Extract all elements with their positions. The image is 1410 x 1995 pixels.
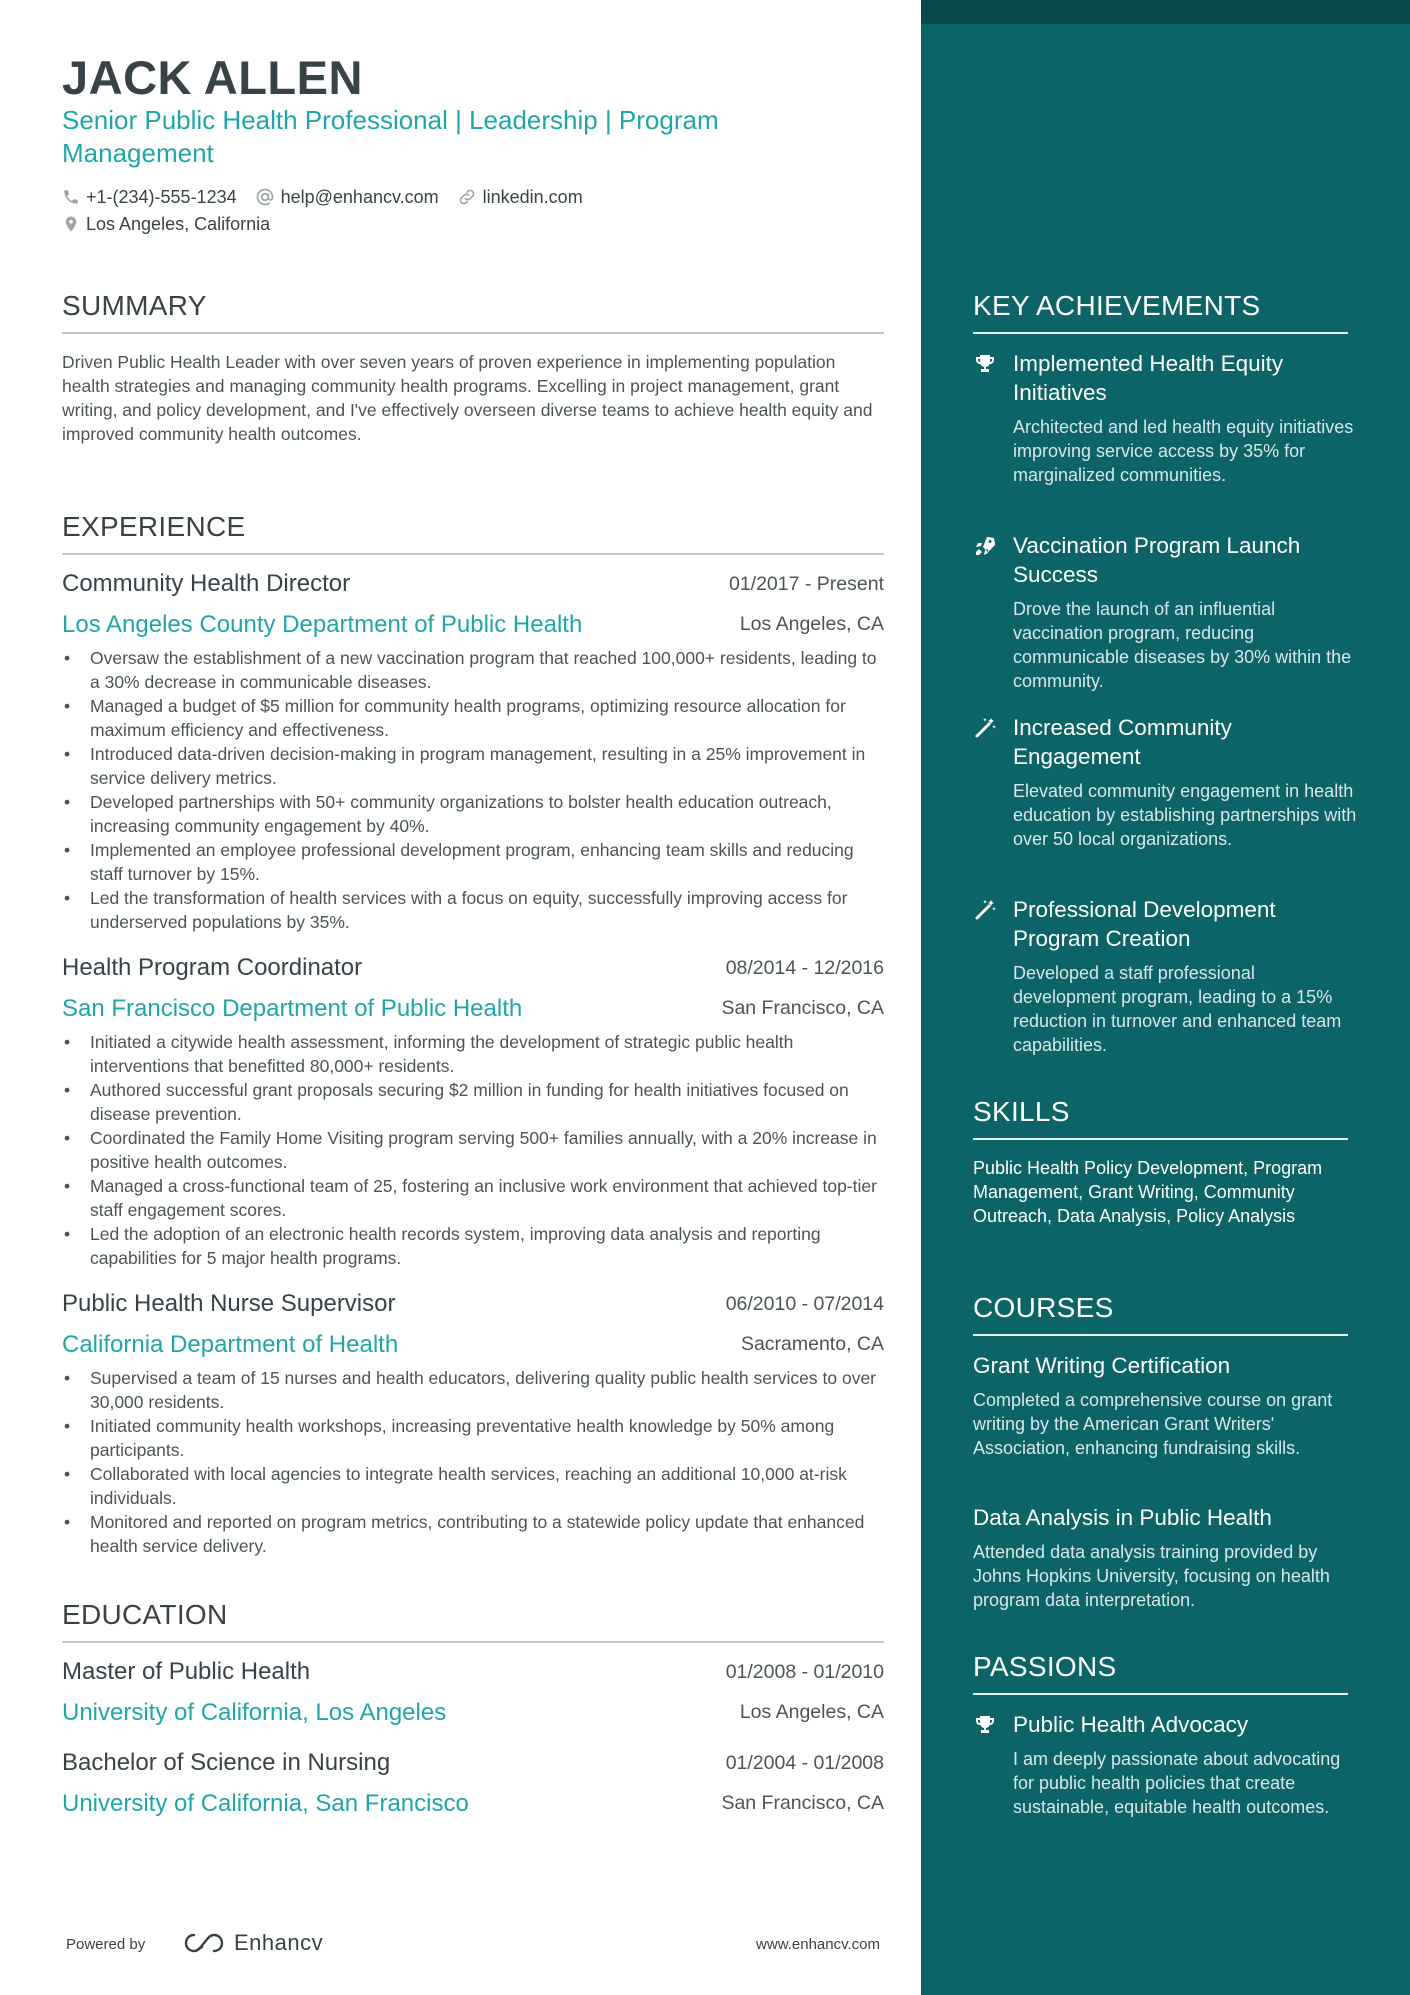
summary-text: Driven Public Health Leader with over seven years of proven experience in implementing population health strategies and managing community health programs. Excelling in project management, grant writing, and policy development, and I've effectively overseen diverse teams to achieve health equity and improved community health outcomes. xyxy=(62,352,873,444)
contact-linkedin[interactable] xyxy=(457,187,583,208)
job-title: Community Health Director xyxy=(62,570,351,597)
candidate-name: JACK ALLEN xyxy=(62,51,363,104)
contact-row-location xyxy=(62,212,288,236)
at-icon xyxy=(255,187,275,207)
course-description: Attended data analysis training provided by Johns Hopkins University, focusing on health program data interpretation. xyxy=(973,1542,1330,1610)
rocket-icon xyxy=(973,534,997,558)
trophy-icon xyxy=(973,352,997,376)
achievement-description: Drove the launch of an influential vaccination program, reducing communicable diseases by 30% within the community. xyxy=(1013,599,1352,691)
job-bullets xyxy=(62,646,884,934)
list-item: • Managed a budget of $5 million for community health programs, optimizing resource allocation for maximum efficiency and effectiveness. xyxy=(62,694,884,742)
list-item: • Initiated a citywide health assessment, informing the development of strategic public health interventions that benefitted 80,000+ residents. xyxy=(62,1030,884,1078)
list-item: • Implemented an employee professional development program, enhancing team skills and reducing staff turnover by 15%. xyxy=(62,838,884,886)
trophy-icon xyxy=(973,1713,997,1737)
enhancv-logo[interactable] xyxy=(182,1930,323,1956)
phone-icon xyxy=(62,188,80,206)
education-degree: Master of Public Health xyxy=(62,1658,311,1685)
education-school: University of California, Los Angeles xyxy=(62,1699,447,1726)
achievement-description: Developed a staff professional development program, leading to a 15% reduction in turnover and enhanced team capabilities. xyxy=(1013,963,1342,1055)
job-bullets xyxy=(62,1030,884,1270)
education-heading: EDUCATION xyxy=(62,1599,884,1643)
education-location: Los Angeles, CA xyxy=(739,1701,884,1723)
achievement-title: Vaccination Program Launch Success xyxy=(1013,533,1301,587)
magic-wand-icon xyxy=(973,898,997,922)
courses-heading: COURSES xyxy=(973,1292,1348,1336)
email-text[interactable]: help@enhancv.com xyxy=(280,186,439,207)
list-item: • Introduced data-driven decision-making in program management, resulting in a 25% improvement in service delivery metrics. xyxy=(62,742,884,790)
list-item: • Collaborated with local agencies to integrate health services, reaching an additional 10,000 at-risk individuals. xyxy=(62,1462,884,1510)
job-organization: Los Angeles County Department of Public Health xyxy=(62,611,583,638)
job-location: Los Angeles, CA xyxy=(739,613,884,635)
list-item: • Authored successful grant proposals securing $2 million in funding for health initiatives focused on disease prevention. xyxy=(62,1078,884,1126)
job-location: Sacramento, CA xyxy=(740,1333,884,1355)
achievement-title: Increased Community Engagement xyxy=(1013,715,1232,769)
list-item: • Monitored and reported on program metrics, contributing to a statewide policy update that enhanced health service delivery. xyxy=(62,1510,884,1558)
powered-by-label: Powered by xyxy=(66,1936,146,1953)
list-item: • Initiated community health workshops, increasing preventative health knowledge by 50% among participants. xyxy=(62,1414,884,1462)
contact-email[interactable] xyxy=(255,187,439,208)
candidate-headline: Senior Public Health Professional | Leadership | Program Management xyxy=(62,105,719,168)
list-item: • Supervised a team of 15 nurses and health educators, delivering quality public health services to over 30,000 residents. xyxy=(62,1366,884,1414)
list-item: • Developed partnerships with 50+ community organizations to bolster health education outreach, increasing community engagement by 40%. xyxy=(62,790,884,838)
skills-heading: SKILLS xyxy=(973,1096,1348,1140)
contact-location xyxy=(62,214,270,235)
enhancv-logo-icon xyxy=(182,1930,228,1956)
enhancv-brand: Enhancv xyxy=(234,1930,324,1955)
phone-text: +1-(234)-555-1234 xyxy=(86,186,237,207)
education-school: University of California, San Francisco xyxy=(62,1790,469,1817)
achievement-description: Elevated community engagement in health education by establishing partnerships with over 50 local organizations. xyxy=(1013,781,1357,849)
contact-row xyxy=(62,185,601,209)
achievements-heading: KEY ACHIEVEMENTS xyxy=(973,290,1348,334)
job-location: San Francisco, CA xyxy=(721,997,884,1019)
list-item: • Oversaw the establishment of a new vaccination program that reached 100,000+ residents, leading to a 30% decrease in communicable diseases. xyxy=(62,646,884,694)
job-organization: San Francisco Department of Public Health xyxy=(62,995,523,1022)
passions-heading: PASSIONS xyxy=(973,1651,1348,1695)
course-title: Data Analysis in Public Health xyxy=(973,1505,1272,1530)
sidebar-top-band xyxy=(921,0,1410,24)
education-degree: Bachelor of Science in Nursing xyxy=(62,1749,391,1776)
skills-list: Public Health Policy Development, Program Management, Grant Writing, Community Outreach, Data Analysis, Policy Analysis xyxy=(973,1158,1323,1226)
footer xyxy=(62,1930,884,1960)
job-organization: California Department of Health xyxy=(62,1331,399,1358)
job-title: Public Health Nurse Supervisor xyxy=(62,1290,396,1317)
linkedin-text[interactable]: linkedin.com xyxy=(482,186,583,207)
contact-phone xyxy=(62,187,237,208)
link-icon xyxy=(457,187,477,207)
education-dates: 01/2008 - 01/2010 xyxy=(725,1661,884,1683)
education-location: San Francisco, CA xyxy=(721,1792,884,1814)
location-text: Los Angeles, California xyxy=(86,213,271,234)
list-item: • Managed a cross-functional team of 25, fostering an inclusive work environment that achieved top-tier staff engagement scores. xyxy=(62,1174,884,1222)
achievement-title: Professional Development Program Creation xyxy=(1013,897,1276,951)
list-item: • Led the adoption of an electronic health records system, improving data analysis and reporting capabilities for 5 major health programs. xyxy=(62,1222,884,1270)
passion-description: I am deeply passionate about advocating for public health policies that create sustainable, equitable health outcomes. xyxy=(1013,1749,1341,1817)
job-dates: 08/2014 - 12/2016 xyxy=(725,957,884,979)
course-title: Grant Writing Certification xyxy=(973,1353,1231,1378)
course-description: Completed a comprehensive course on grant writing by the American Grant Writers' Association, enhancing fundraising skills. xyxy=(973,1390,1333,1458)
achievement-title: Implemented Health Equity Initiatives xyxy=(1013,351,1284,405)
sidebar xyxy=(921,0,1410,1995)
job-title: Health Program Coordinator xyxy=(62,954,363,981)
summary-heading: SUMMARY xyxy=(62,290,884,334)
job-bullets xyxy=(62,1366,884,1558)
job-dates: 06/2010 - 07/2014 xyxy=(725,1293,884,1315)
job-dates: 01/2017 - Present xyxy=(728,573,884,595)
footer-website[interactable]: www.enhancv.com xyxy=(756,1936,880,1953)
list-item: • Coordinated the Family Home Visiting program serving 500+ families annually, with a 20% increase in positive health outcomes. xyxy=(62,1126,884,1174)
list-item: • Led the transformation of health services with a focus on equity, successfully improving access for underserved populations by 35%. xyxy=(62,886,884,934)
passion-title: Public Health Advocacy xyxy=(1013,1712,1249,1737)
education-dates: 01/2004 - 01/2008 xyxy=(725,1752,884,1774)
achievement-description: Architected and led health equity initiatives improving service access by 35% for marginalized communities. xyxy=(1013,417,1354,485)
location-pin-icon xyxy=(62,214,80,234)
experience-heading: EXPERIENCE xyxy=(62,511,884,555)
magic-wand-icon xyxy=(973,716,997,740)
